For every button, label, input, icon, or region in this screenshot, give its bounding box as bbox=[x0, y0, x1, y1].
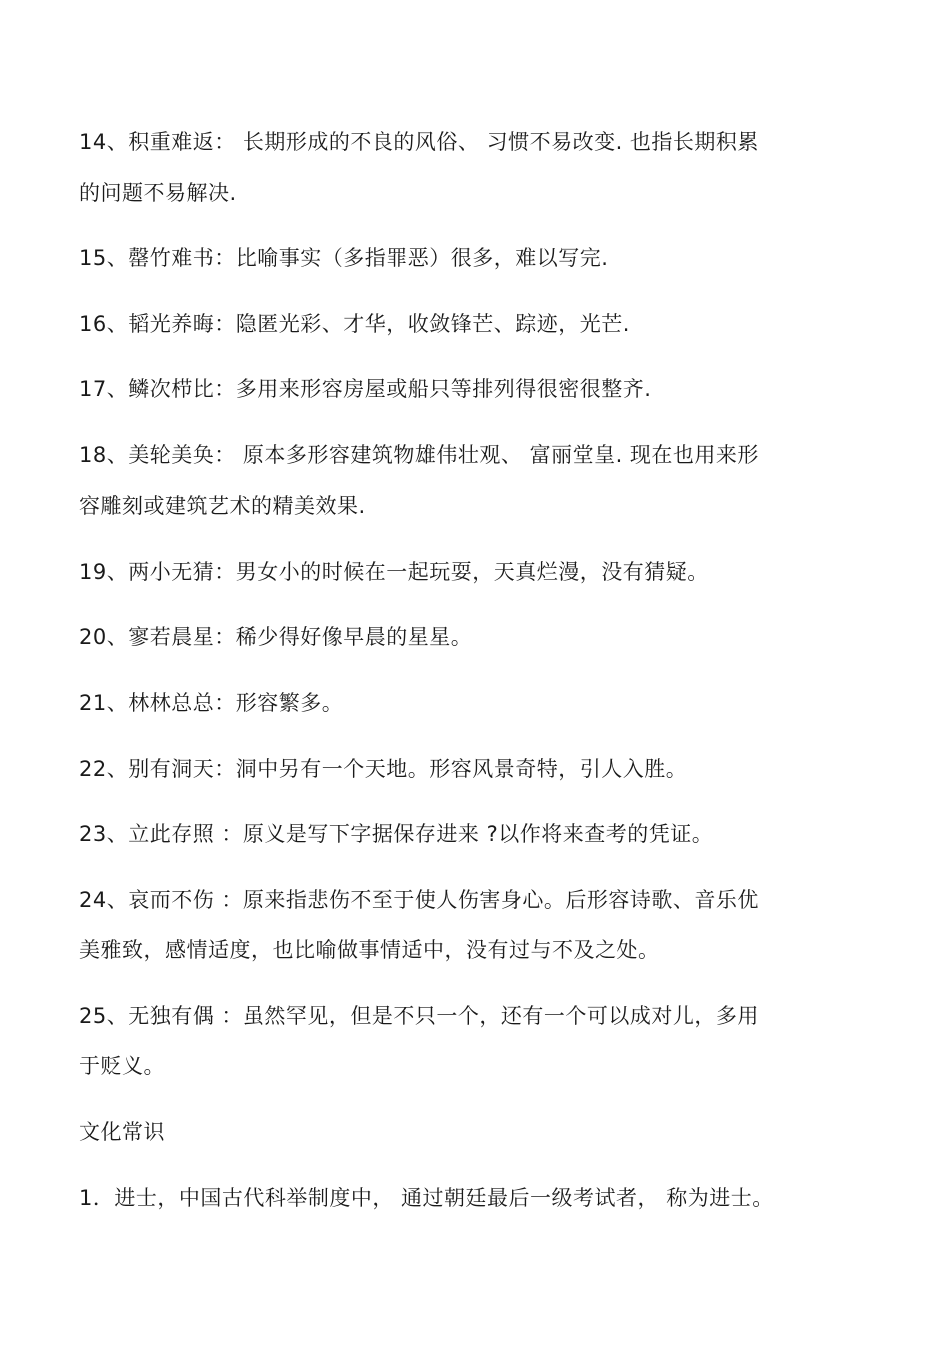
entry-23-line-1: 23、立此存照 ：原义是写下字据保存进来 ?以作将来查考的凭证。 bbox=[79, 822, 714, 846]
entry-15-line-1: 15、罄竹难书：比喻事实（多指罪恶）很多，难以写完. bbox=[79, 246, 609, 270]
entry-24-line-1: 24、哀而不伤 ：原来指悲伤不至于使人伤害身心。后形容诗歌、音乐优 bbox=[79, 888, 759, 912]
entry-16-line-1: 16、韬光养晦：隐匿光彩、才华，收敛锋芒、踪迹，光芒. bbox=[79, 312, 630, 336]
entry-18-line-1: 18、美轮美奂： 原本多形容建筑物雄伟壮观、 富丽堂皇. 现在也用来形 bbox=[79, 443, 759, 467]
entry-18-line-2: 容雕刻或建筑艺术的精美效果. bbox=[79, 494, 366, 518]
culture-entry-1-line-1: 1．进士，中国古代科举制度中， 通过朝廷最后一级考试者， 称为进士。 bbox=[79, 1186, 774, 1210]
entry-22-line-1: 22、别有洞天：洞中另有一个天地。形容风景奇特，引人入胜。 bbox=[79, 757, 688, 781]
entry-14-line-1: 14、积重难返： 长期形成的不良的风俗、 习惯不易改变. 也指长期积累 bbox=[79, 130, 759, 154]
entry-25-line-1: 25、无独有偶 ：虽然罕见，但是不只一个，还有一个可以成对儿，多用 bbox=[79, 1004, 759, 1028]
entry-25-line-2: 于贬义。 bbox=[79, 1054, 165, 1078]
entry-19-line-1: 19、两小无猜：男女小的时候在一起玩耍，天真烂漫，没有猜疑。 bbox=[79, 560, 709, 584]
entry-24-line-2: 美雅致，感情适度，也比喻做事情适中，没有过与不及之处。 bbox=[79, 938, 660, 962]
entry-21-line-1: 21、林林总总：形容繁多。 bbox=[79, 691, 344, 715]
entry-14-line-2: 的问题不易解决. bbox=[79, 181, 237, 205]
entry-17-line-1: 17、鳞次栉比：多用来形容房屋或船只等排列得很密很整齐. bbox=[79, 377, 652, 401]
entry-20-line-1: 20、寥若晨星：稀少得好像早晨的星星。 bbox=[79, 625, 473, 649]
section-heading: 文化常识 bbox=[79, 1120, 165, 1144]
